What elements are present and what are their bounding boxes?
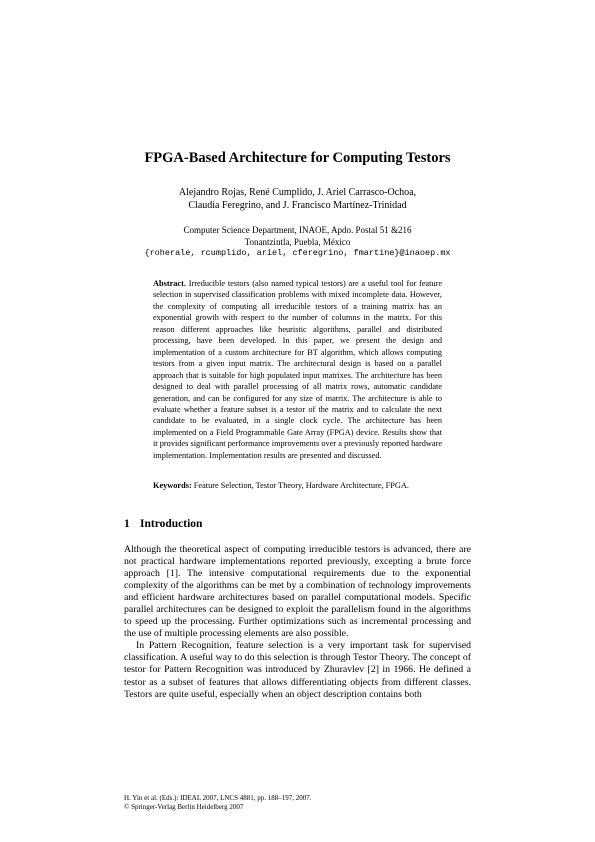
keywords: [153, 480, 442, 491]
author-line-1: Alejandro Rojas, René Cumplido, J. Ariel Carrasco-Ochoa,: [178, 187, 417, 198]
affiliation-line-2: Tonantzintla, Puebla, México: [244, 236, 351, 247]
paper-title: FPGA-Based Architecture for Computing Testors: [144, 150, 451, 166]
page-footer: [124, 794, 312, 812]
abstract-label: Abstract.: [153, 279, 186, 288]
section-title: Introduction: [140, 518, 203, 530]
footer-citation: H. Yin et al. (Eds.): IDEAL 2007, LNCS 4881, pp. 188–197, 2007.: [124, 794, 312, 802]
introduction-body: [124, 544, 471, 701]
keywords-text: Feature Selection, Testor Theory, Hardware Architecture, FPGA.: [193, 481, 409, 490]
intro-paragraph-1: Although the theoretical aspect of computing irreducible testors is advanced, there are not practical hardware implementations reported previously, excepting a brute force approach [1]. The intensive computational requirements due to the exponential complexity of the algorithms can be met by a combination of technology improvements and efficient hardware architectures based on parallel computational models. Specific parallel architectures can be designed to exploit the parallelism found in the algorithms to speed up the processing. Further optimizations such as incremental processing and the use of multiple processing elements are also possible.: [124, 544, 471, 640]
author-line-2: Claudia Feregrino, and J. Francisco Martínez-Trinidad: [188, 200, 407, 211]
affiliation-line-1: Computer Science Department, INAOE, Apdo. Postal 51 &216: [183, 225, 412, 235]
abstract: [153, 278, 442, 461]
section-heading: [124, 517, 202, 531]
keywords-label: Keywords:: [153, 481, 192, 490]
footer-copyright: © Springer-Verlag Berlin Heidelberg 2007: [124, 803, 244, 811]
author-list: [0, 186, 595, 212]
author-emails: {roherale, rcumplido, ariel, cferegrino, fmartine}@inaoep.mx: [144, 248, 451, 258]
section-number: 1: [124, 518, 130, 530]
intro-paragraph-2: In Pattern Recognition, feature selection is a very important task for supervised classification. A useful way to do this selection is through Testor Theory. The concept of testor for Pattern Recognition was introduced by Zhuravlev [2] in 1966. He defined a testor as a subset of features that allows differentiating objects from different classes. Testors are quite useful, especially when an object description contains both: [124, 640, 471, 700]
affiliation: [0, 225, 595, 260]
abstract-text: Irreducible testors (also named typical testors) are a useful tool for feature selection in supervised classification problems with mixed incomplete data. However, the complexity of computing all irreducible testors of a training matrix has an exponential growth with respect to the number of columns in the matrix. For this reason different approaches like heuristic algorithms, parallel and distributed processing, have been developed. In this paper, we present the design and implementation of a custom architecture for BT algorithm, which allows computing testors from a given input matrix. The architectural design is based on a parallel approach that is suitable for high populated input matrixes. The architecture has been designed to deal with parallel processing of all matrix rows, automatic candidate generation, and can be configured for any size of matrix. The architecture is able to evaluate whether a feature subset is a testor of the matrix and to calculate the next candidate to be evaluated, in a single clock cycle. The architecture has been implemented on a Field Programmable Gate Array (FPGA) device. Results show that it provides significant performance improvements over a previously reported hardware implementation. Implementation results are presented and discussed.: [153, 279, 443, 460]
